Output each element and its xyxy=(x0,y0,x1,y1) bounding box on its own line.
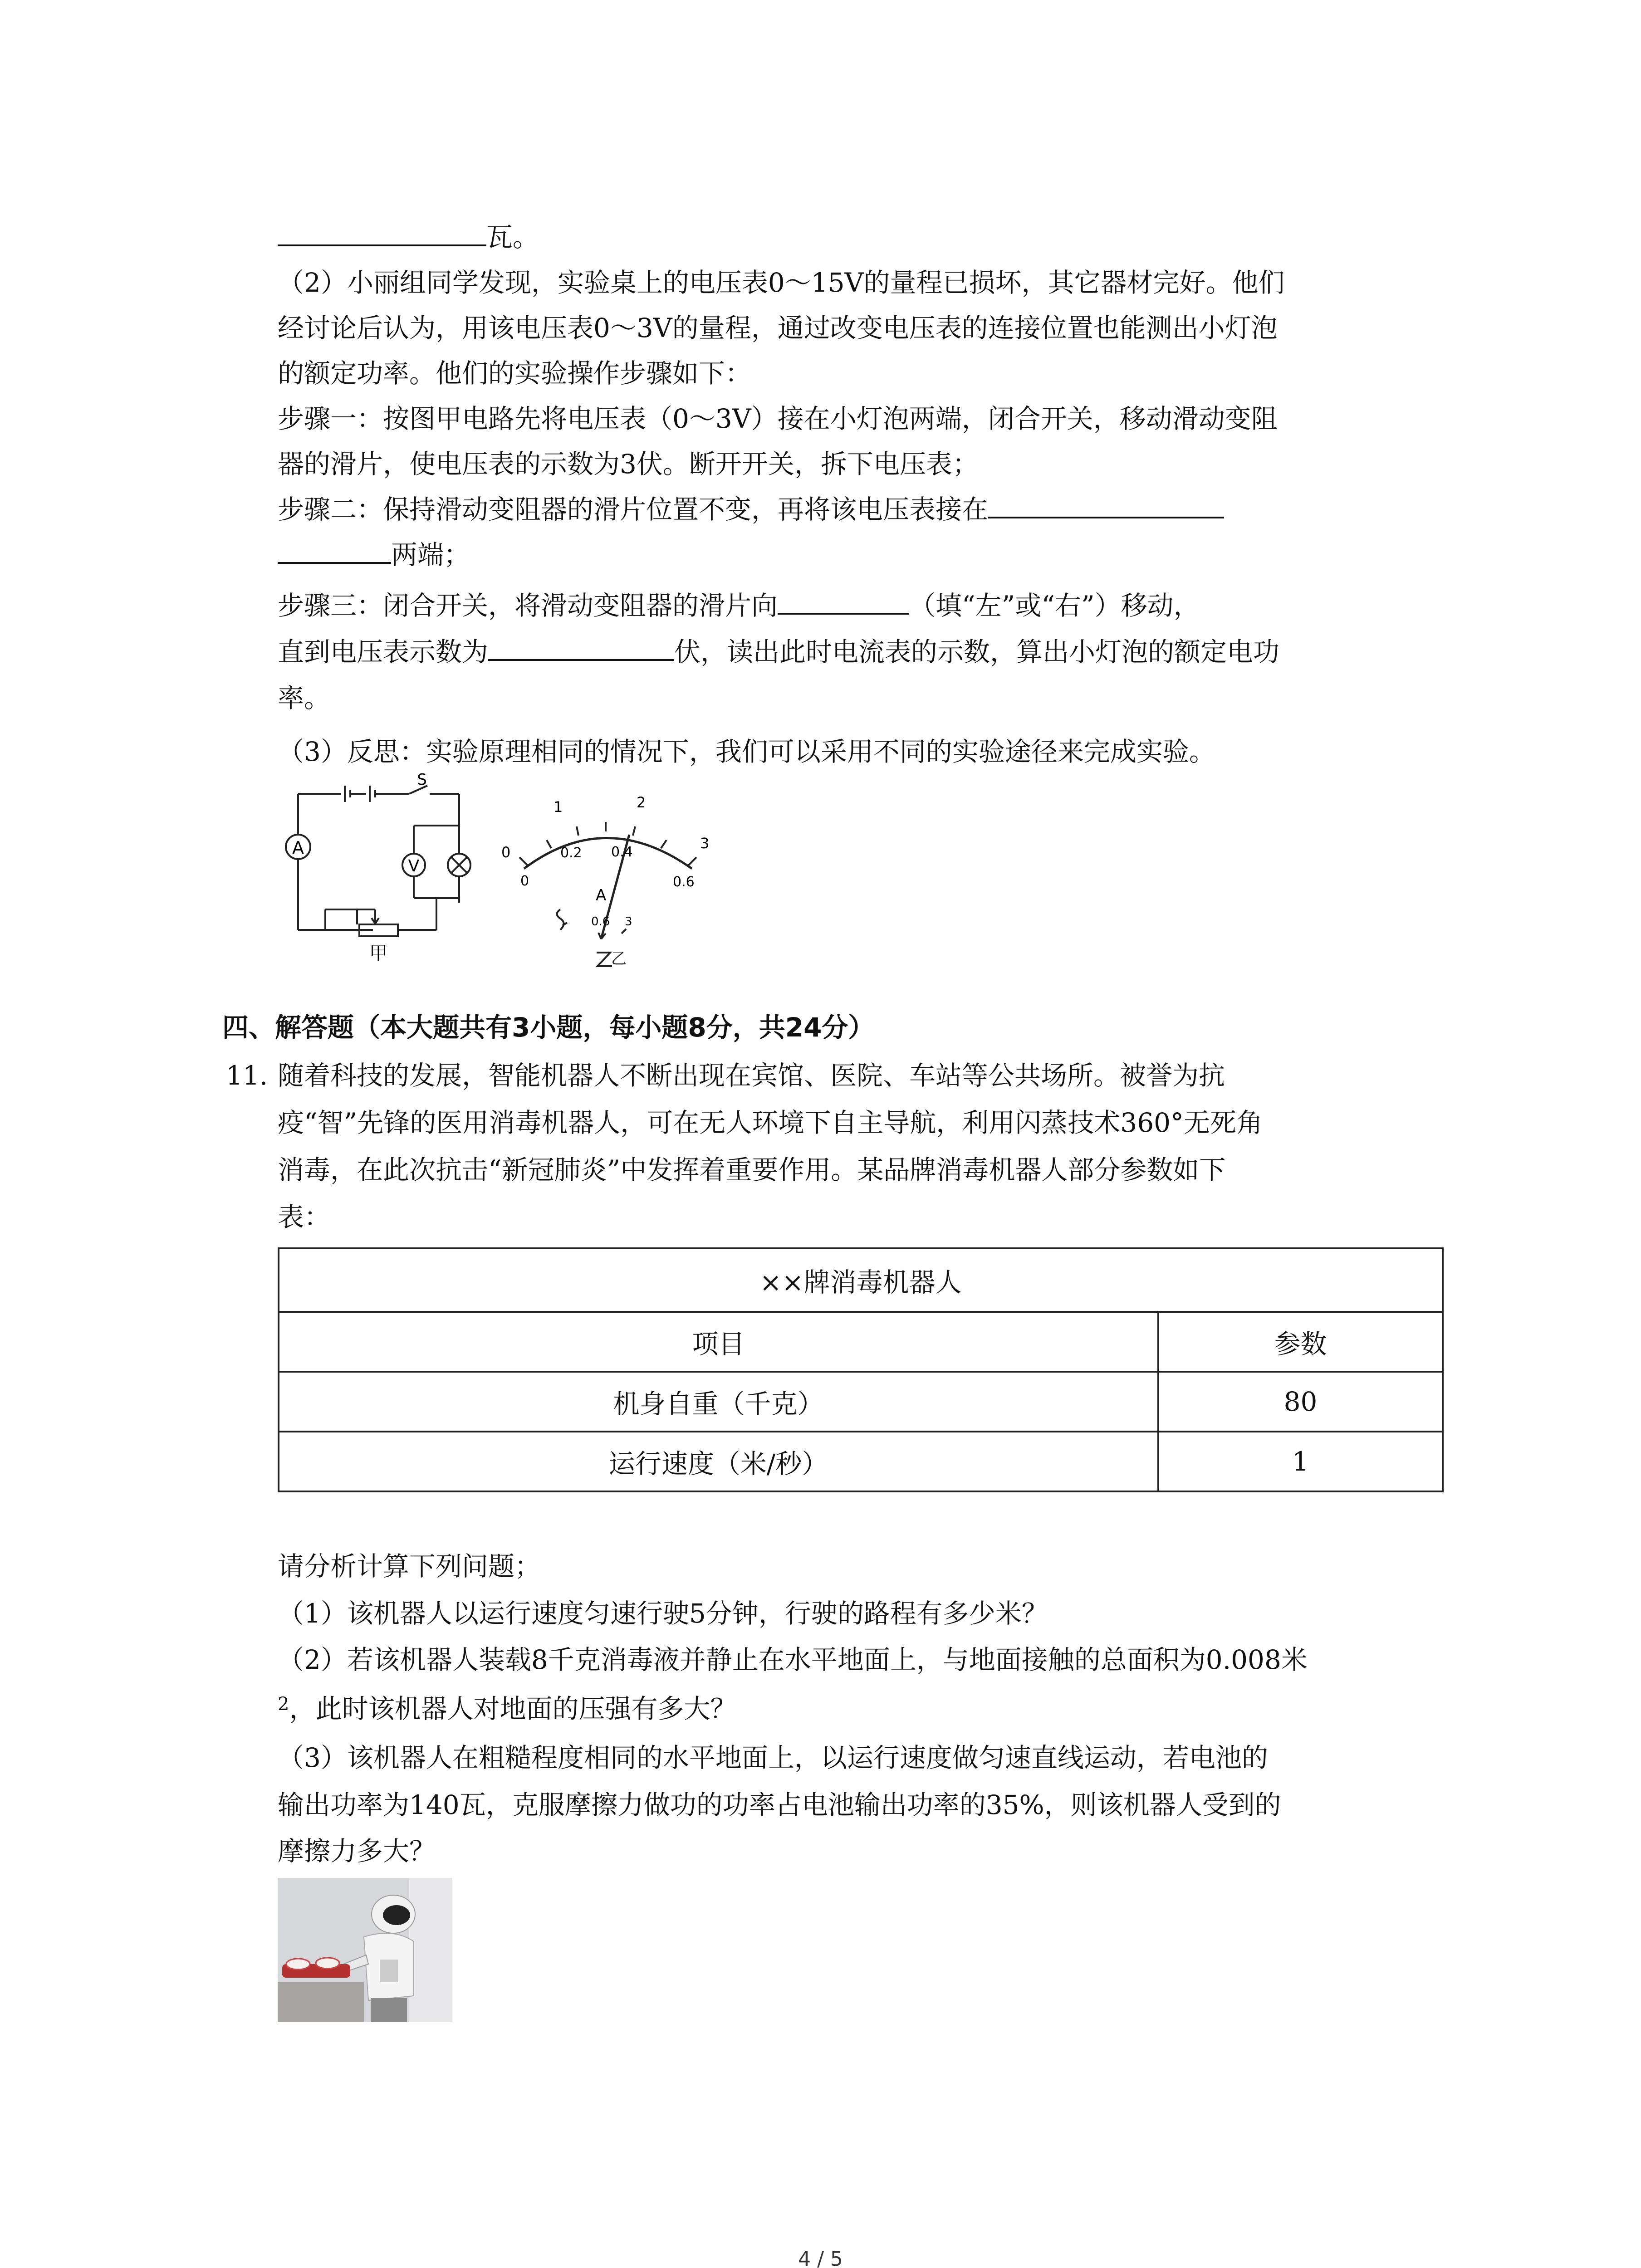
answer-blank[interactable] xyxy=(488,632,674,661)
table-header-cell: 参数 xyxy=(1158,1312,1443,1372)
inner-tick-label: 0.2 xyxy=(560,845,582,861)
q10-part2-line1: （2）小丽组同学发现，实验桌上的电压表0～15V的量程已损坏，其它器材完好。他们 xyxy=(278,267,1285,298)
step2-line2 xyxy=(278,534,470,575)
circuit-diagram xyxy=(278,771,482,964)
q11-sub3-line2: 输出功率为140瓦，克服摩擦力做功的功率占电池输出功率的35%，则该机器人受到的 xyxy=(278,1789,1281,1820)
step1-line1: 步骤一：按图甲电路先将电压表（0～3V）接在小灯泡两端，闭合开关，移动滑动变阻 xyxy=(278,403,1278,434)
step1-line2: 器的滑片，使电压表的示数为3伏。断开开关，拆下电压表； xyxy=(278,449,979,479)
q11-sub2-text: ，此时该机器人对地面的压强有多大？ xyxy=(289,1693,737,1724)
q11-prompt: 请分析计算下列问题； xyxy=(278,1551,541,1582)
step2-text: 步骤二：保持滑动变阻器的滑片位置不变，再将该电压表接在 xyxy=(278,494,989,525)
table-header-cell: 项目 xyxy=(279,1312,1158,1372)
step3-line2 xyxy=(278,631,1279,672)
answer-line-watt xyxy=(278,217,539,258)
step2-suffix: 两端； xyxy=(391,539,470,570)
step3-text: 步骤三：闭合开关，将滑动变阻器的滑片向 xyxy=(278,590,778,621)
answer-blank[interactable] xyxy=(988,489,1224,518)
q11-sub1: （1）该机器人以运行速度匀速行驶5分钟，行驶的路程有多少米？ xyxy=(278,1598,1048,1629)
q11-sub3-line1: （3）该机器人在粗糙程度相同的水平地面上，以运行速度做匀速直线运动，若电池的 xyxy=(278,1742,1268,1773)
q10-part2-line2: 经讨论后认为，用该电压表0～3V的量程，通过改变电压表的连接位置也能测出小灯泡 xyxy=(278,313,1278,343)
outer-tick-label: 2 xyxy=(637,794,646,811)
table-row xyxy=(279,1432,1443,1491)
q11-line1: 随着科技的发展，智能机器人不断出现在宾馆、医院、车站等公共场所。被誉为抗 xyxy=(278,1060,1225,1091)
terminal-label: 3 xyxy=(625,915,632,929)
inner-tick-label: 0.6 xyxy=(673,874,695,890)
superscript: 2 xyxy=(278,1694,289,1715)
question-number: 11. xyxy=(226,1060,268,1091)
step3-text: 直到电压表示数为 xyxy=(278,636,489,667)
ammeter-label: A xyxy=(292,838,304,858)
q10-part3: （3）反思：实验原理相同的情况下，我们可以采用不同的实验途径来完成实验。 xyxy=(278,736,1215,767)
q11-sub3-line3: 摩擦力多大？ xyxy=(278,1836,436,1867)
q10-part2-line3: 的额定功率。他们的实验操作步骤如下： xyxy=(278,358,752,389)
switch-label: S xyxy=(417,771,427,789)
robot-photo xyxy=(278,1878,452,2022)
q11-line2: 疫“智”先锋的医用消毒机器人，可在无人环境下自主导航，利用闪蒸技术360°无死角 xyxy=(278,1107,1263,1138)
inner-tick-label: 0 xyxy=(520,873,529,889)
q11-sub2-line1: （2）若该机器人装载8千克消毒液并静止在水平地面上，与地面接触的总面积为0.008米 xyxy=(278,1644,1308,1675)
step2-line1 xyxy=(278,489,1224,530)
voltmeter-label: V xyxy=(408,857,420,875)
table-cell: 1 xyxy=(1158,1432,1443,1491)
outer-tick-label: 3 xyxy=(700,835,710,852)
unit-text: 瓦。 xyxy=(486,222,539,253)
table-cell: 运行速度（米/秒） xyxy=(279,1432,1158,1491)
terminal-label: 0.6 xyxy=(591,915,610,929)
step3-line1 xyxy=(278,585,1200,626)
page-number: 4 / 5 xyxy=(798,2248,843,2268)
figure-caption-jia: 甲 xyxy=(369,943,387,964)
robot-params-table xyxy=(278,1247,1444,1492)
dial-unit-label: A xyxy=(596,886,607,904)
table-title: ××牌消毒机器人 xyxy=(279,1248,1443,1312)
answer-blank[interactable] xyxy=(278,535,391,564)
section-heading: 四、解答题（本大题共有3小题，每小题8分，共24分） xyxy=(222,1012,875,1043)
q11-line3: 消毒，在此次抗击“新冠肺炎”中发挥着重要作用。某品牌消毒机器人部分参数如下 xyxy=(278,1154,1226,1185)
answer-blank[interactable] xyxy=(778,586,909,615)
step3-text: （填“左”或“右”）移动， xyxy=(909,590,1200,621)
ammeter-dial xyxy=(492,789,728,971)
table-row xyxy=(279,1248,1443,1312)
table-cell: 机身自重（千克） xyxy=(279,1372,1158,1432)
inner-tick-label: 0.4 xyxy=(611,844,633,860)
q11-sub2-line2 xyxy=(278,1688,736,1729)
step3-line3: 率。 xyxy=(278,683,331,714)
answer-blank[interactable] xyxy=(278,217,486,246)
outer-tick-label: 1 xyxy=(554,798,563,816)
outer-tick-label: 0 xyxy=(501,844,511,861)
figure-caption-yi: 乙 xyxy=(611,950,627,968)
table-row xyxy=(279,1312,1443,1372)
step3-text: 伏，读出此时电流表的示数，算出小灯泡的额定电功 xyxy=(674,636,1280,667)
table-row xyxy=(279,1372,1443,1432)
table-cell: 80 xyxy=(1158,1372,1443,1432)
q11-line4: 表： xyxy=(278,1202,331,1232)
